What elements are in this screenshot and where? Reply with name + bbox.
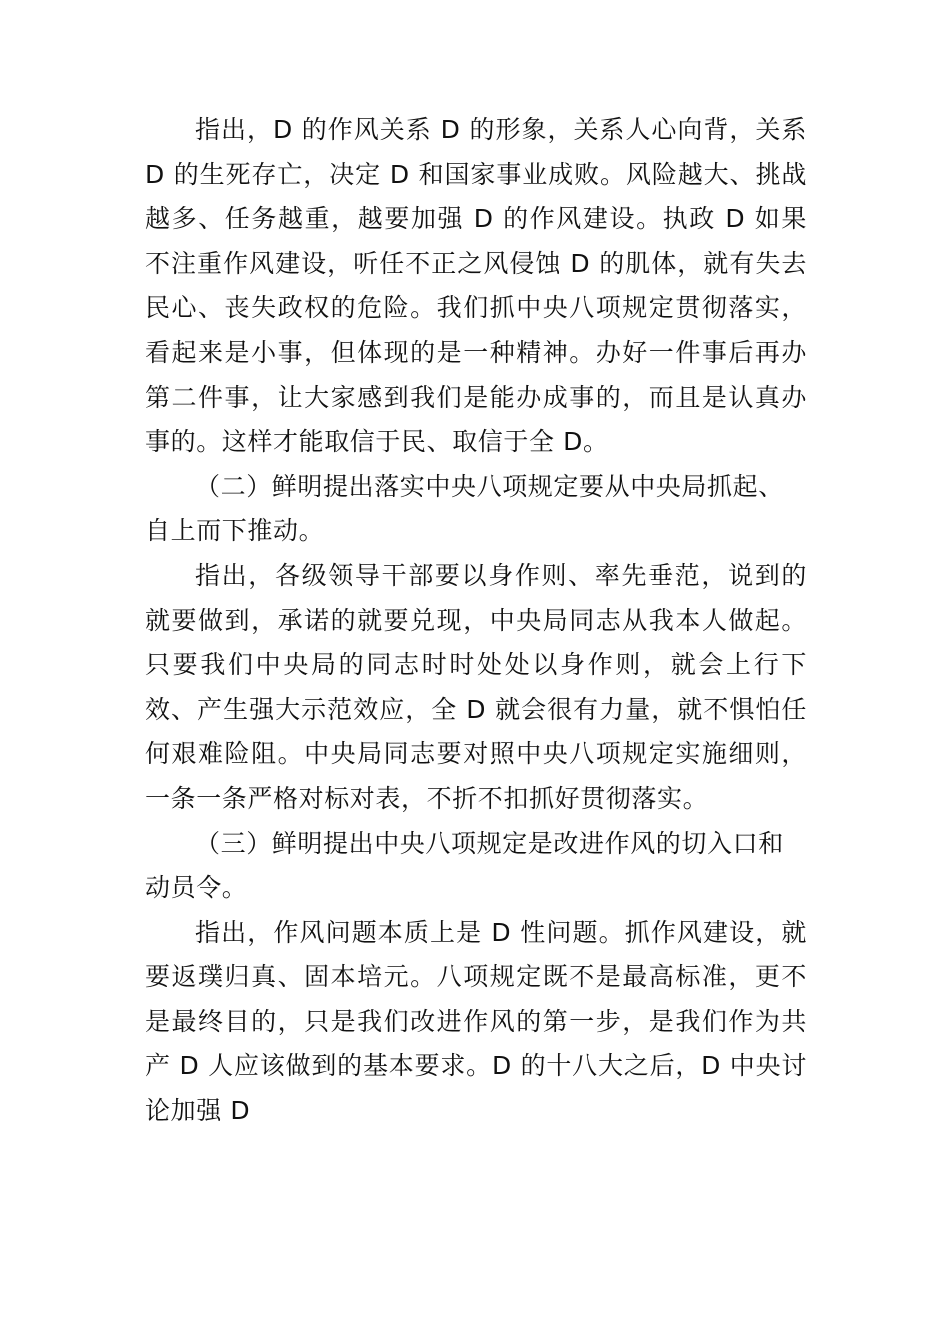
- body-paragraph: 指出，作风问题本质上是 D 性问题。抓作风建设，就要返璞归真、固本培元。八项规定既不是最高标准，更不是最终目的，只是我们改进作风的第一步，是我们作为共产 D 人应该做到的基本要求。D 的十八大之后，D 中央讨论加强 D: [145, 917, 807, 1126]
- body-paragraph: 指出，各级领导干部要以身作则、率先垂范，说到的就要做到，承诺的就要兑现，中央局同志从我本人做起。只要我们中央局的同志时时处处以身作则，就会上行下效、产生强大示范效应，全 D 就会很有力量，就不惧怕任何艰难险阻。中央局同志要对照中央八项规定实施细则，一条一条严格对标对表，不折不扣抓好贯彻落实。: [145, 560, 807, 813]
- document-page: [145, 108, 807, 1134]
- section-heading: （二）鲜明提出落实中央八项规定要从中央局抓起、自上而下推动。: [145, 471, 784, 546]
- section-heading: （三）鲜明提出中央八项规定是改进作风的切入口和动员令。: [145, 828, 784, 903]
- body-paragraph: 指出，D 的作风关系 D 的形象，关系人心向背，关系 D 的生死存亡，决定 D 和国家事业成败。风险越大、挑战越多、任务越重，越要加强 D 的作风建设。执政 D 如果不注重作风建设，听任不正之风侵蚀 D 的肌体，就有失去民心、丧失政权的危险。我们抓中央八项规定贯彻落实，看起来是小事，但体现的是一种精神。办好一件事后再办第二件事，让大家感到我们是能办成事的，而且是认真办事的。这样才能取信于民、取信于全 D。: [145, 115, 807, 457]
